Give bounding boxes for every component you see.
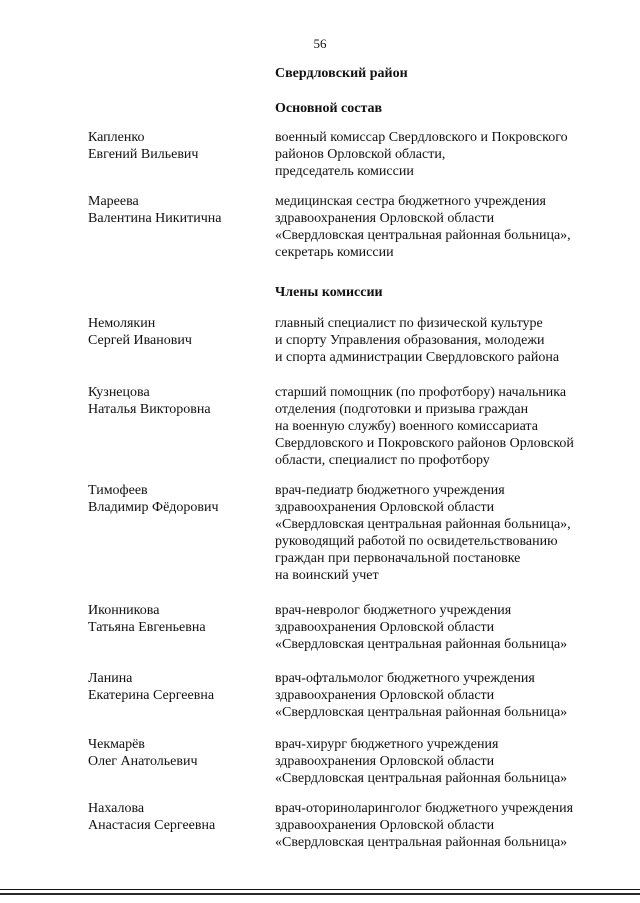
member-role: [275, 800, 620, 851]
member-name: [88, 384, 268, 418]
role-line: и спорту Управления образования, молодежи: [275, 333, 545, 348]
role-line: «Свердловская центральная районная больница»: [275, 705, 568, 720]
members-heading: Члены комиссии: [275, 285, 383, 300]
role-line: руководящий работой по освидетельствованию: [275, 534, 558, 549]
role-line: «Свердловская центральная районная больница»,: [275, 517, 571, 532]
member-name: [88, 800, 268, 834]
role-line: здравоохранения Орловской области: [275, 211, 495, 226]
member-role: [275, 736, 620, 787]
member-name: [88, 129, 268, 163]
surname: Чекмарёв: [88, 737, 145, 752]
given-name: Екатерина Сергеевна: [88, 688, 215, 703]
bottom-scan-rule: [0, 889, 640, 890]
surname: Нахалова: [88, 801, 145, 816]
member-name: [88, 193, 268, 227]
role-line: «Свердловская центральная районная больница»: [275, 835, 568, 850]
member-name: [88, 602, 268, 636]
surname: Немолякин: [88, 316, 156, 331]
role-line: врач-педиатр бюджетного учреждения: [275, 483, 505, 498]
member-role: [275, 670, 620, 721]
role-line: медицинская сестра бюджетного учреждения: [275, 194, 546, 209]
role-line: врач-хирург бюджетного учреждения: [275, 737, 499, 752]
given-name: Олег Анатольевич: [88, 754, 198, 769]
role-line: районов Орловской области,: [275, 147, 446, 162]
role-line: граждан при первоначальной постановке: [275, 551, 521, 566]
district-title: Свердловский район: [275, 66, 408, 81]
main-composition-heading: Основной состав: [275, 101, 383, 116]
member-role: [275, 129, 620, 180]
member-name: [88, 315, 268, 349]
role-line: старший помощник (по профотбору) начальника: [275, 385, 567, 400]
member-name: [88, 670, 268, 704]
role-line: на воинский учет: [275, 568, 379, 583]
role-line: «Свердловская центральная районная больница»,: [275, 228, 571, 243]
role-line: здравоохранения Орловской области: [275, 500, 495, 515]
role-line: на военную службу) военного комиссариата: [275, 419, 538, 434]
role-line: области, специалист по профотбору: [275, 453, 490, 468]
bottom-scan-rule: [0, 893, 640, 895]
role-line: «Свердловская центральная районная больница»: [275, 771, 568, 786]
role-line: врач-офтальмолог бюджетного учреждения: [275, 671, 535, 686]
member-role: [275, 482, 620, 584]
given-name: Анастасия Сергеевна: [88, 818, 216, 833]
given-name: Валентина Никитична: [88, 211, 222, 226]
surname: Капленко: [88, 130, 145, 145]
surname: Кузнецова: [88, 385, 150, 400]
page-number: 56: [313, 36, 327, 51]
role-line: врач-оториноларинголог бюджетного учреждения: [275, 801, 574, 816]
surname: Иконникова: [88, 603, 160, 618]
role-line: и спорта администрации Свердловского района: [275, 350, 560, 365]
role-line: председатель комиссии: [275, 164, 414, 179]
member-role: [275, 315, 620, 366]
member-role: [275, 602, 620, 653]
surname: Тимофеев: [88, 483, 148, 498]
surname: Мареева: [88, 194, 139, 209]
given-name: Евгений Вильевич: [88, 147, 199, 162]
role-line: здравоохранения Орловской области: [275, 754, 495, 769]
role-line: военный комиссар Свердловского и Покровского: [275, 130, 568, 145]
member-name: [88, 736, 268, 770]
surname: Ланина: [88, 671, 133, 686]
role-line: врач-невролог бюджетного учреждения: [275, 603, 512, 618]
member-role: [275, 384, 620, 469]
member-name: [88, 482, 268, 516]
role-line: отделения (подготовки и призыва граждан: [275, 402, 529, 417]
role-line: здравоохранения Орловской области: [275, 818, 495, 833]
given-name: Татьяна Евгеньевна: [88, 620, 206, 635]
member-role: [275, 193, 620, 261]
given-name: Владимир Фёдорович: [88, 500, 219, 515]
given-name: Сергей Иванович: [88, 333, 192, 348]
role-line: главный специалист по физической культуре: [275, 316, 543, 331]
role-line: Свердловского и Покровского районов Орловской: [275, 436, 574, 451]
role-line: здравоохранения Орловской области: [275, 688, 495, 703]
role-line: секретарь комиссии: [275, 245, 394, 260]
given-name: Наталья Викторовна: [88, 402, 211, 417]
role-line: здравоохранения Орловской области: [275, 620, 495, 635]
role-line: «Свердловская центральная районная больница»: [275, 637, 568, 652]
